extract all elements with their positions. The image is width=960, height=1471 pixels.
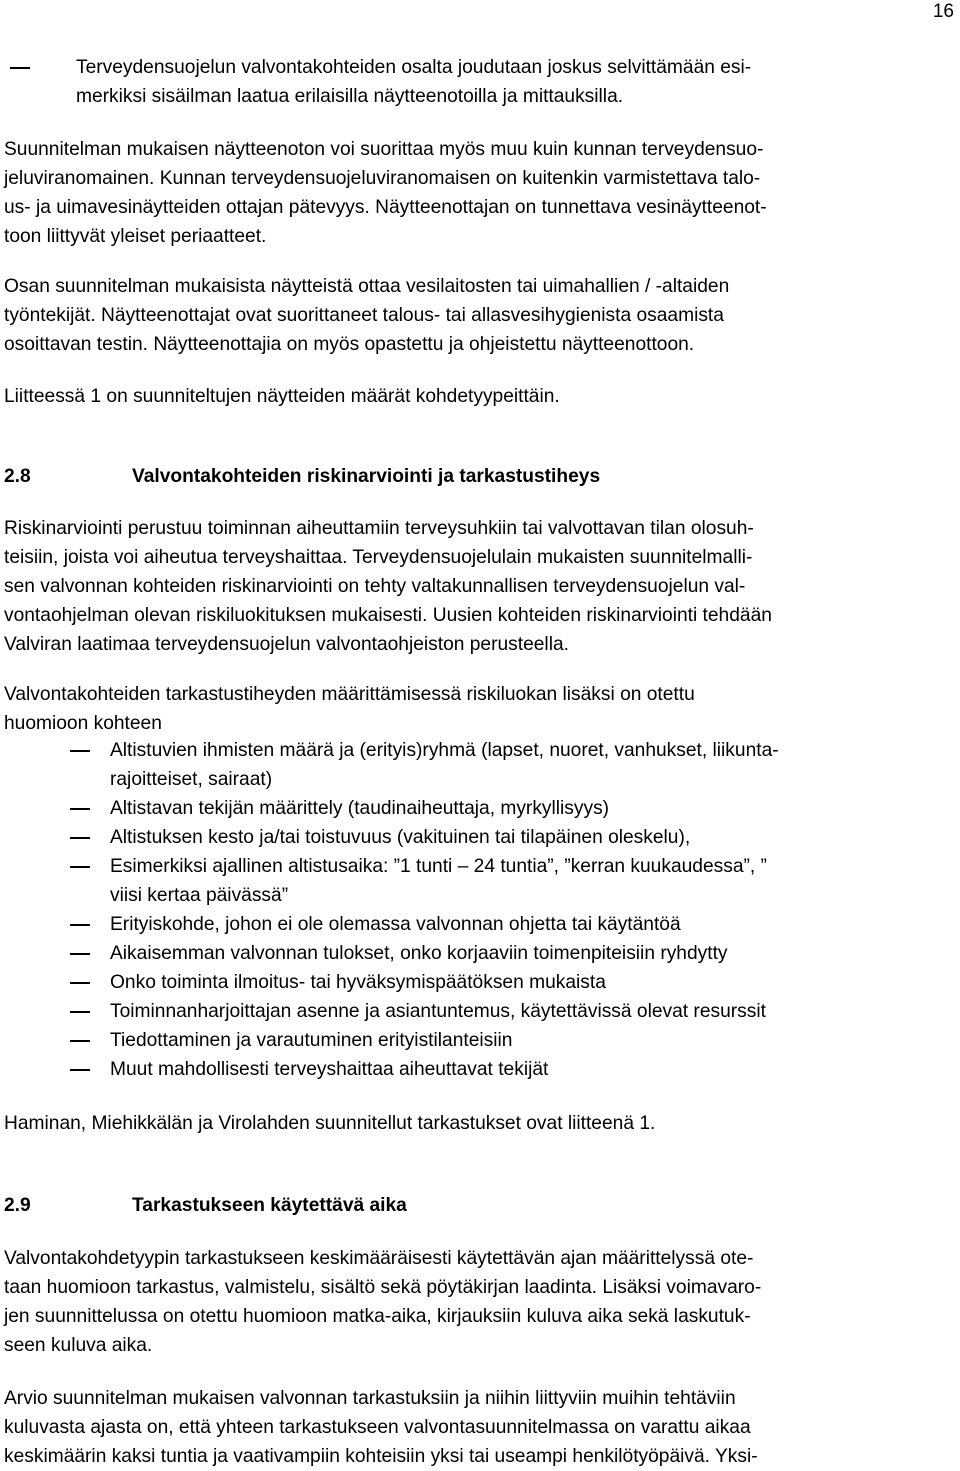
section-title: Valvontakohteiden riskinarviointi ja tarkastustiheys [132,466,601,487]
section-number: 2.8 [4,466,31,487]
list-item-line: Tiedottaminen ja varautuminen erityistilanteisiin [110,1030,513,1051]
list-dash-icon [70,1011,90,1013]
list-dash-icon [70,953,90,955]
intro-line: Terveydensuojelun valvontakohteiden osalta joudutaan joskus selvittämään esi- [76,57,752,78]
paragraph-line: Valvontakohdetyypin tarkastukseen keskimääräisesti käytettävän ajan määrittelyssä ote- [4,1248,754,1269]
list-item-line: Erityiskohde, johon ei ole olemassa valvonnan ohjetta tai käytäntöä [110,914,681,935]
paragraph [4,382,956,411]
list-item-line: Altistavan tekijän määrittely (taudinaiheuttaja, myrkyllisyys) [110,798,610,819]
list-dash-icon [70,982,90,984]
paragraph [4,272,956,359]
list-item-line: Altistuvien ihmisten määrä ja (erityis)ryhmä (lapset, nuoret, vanhukset, liikunta- [110,740,779,761]
section-number: 2.9 [4,1195,31,1216]
list-item-line: Altistuksen kesto ja/tai toistuvuus (vakituinen tai tilapäinen oleskelu), [110,827,691,848]
section-title: Tarkastukseen käytettävä aika [132,1195,407,1216]
paragraph-line: huomioon kohteen [4,713,162,734]
section-heading [4,462,600,491]
section-heading [4,1191,407,1220]
paragraph-line: Haminan, Miehikkälän ja Virolahden suunnitellut tarkastukset ovat liitteenä 1. [4,1113,656,1134]
list-dash-icon [70,924,90,926]
paragraph-line: taan huomioon tarkastus, valmistelu, sisältö sekä pöytäkirjan laadinta. Lisäksi voimavaro- [4,1277,762,1298]
paragraph-line: työntekijät. Näytteenottajat ovat suorittaneet talous- tai allasvesihygienista osaamista [4,305,724,326]
paragraph-line: Valviran laatimaa terveydensuojelun valvontaohjeiston perusteella. [4,634,569,655]
paragraph [4,1109,956,1138]
list-dash-icon [70,1040,90,1042]
paragraph-line: Suunnitelman mukaisen näytteenoton voi suorittaa myös muu kuin kunnan terveydensuo- [4,139,764,160]
paragraph-line: Osan suunnitelman mukaisista näytteistä ottaa vesilaitosten tai uimahallien / -altaiden [4,276,730,297]
list-item-line: Aikaisemman valvonnan tulokset, onko korjaaviin toimenpiteisiin ryhdytty [110,943,728,964]
paragraph [4,1244,956,1360]
paragraph-line: osoittavan testin. Näytteenottajia on myös opastettu ja ohjeistettu näytteenottoon. [4,334,695,355]
paragraph-line: sen valvonnan kohteiden riskinarviointi on tehty valtakunnallisen terveydensuojelun val- [4,576,746,597]
list-item-line: viisi kertaa päivässä” [110,885,289,906]
list-dash-icon [70,1069,90,1071]
list-dash-icon [70,750,90,752]
paragraph-line: kuluvasta ajasta on, että yhteen tarkastukseen valvontasuunnitelmassa on varattu aikaa [4,1417,751,1438]
paragraph [4,1384,956,1471]
intro-line: merkiksi sisäilman laatua erilaisilla näytteenotoilla ja mittauksilla. [76,86,624,107]
paragraph [4,680,956,738]
list-item-line: Esimerkiksi ajallinen altistusaika: ”1 tunti – 24 tuntia”, ”kerran kuukaudessa”, ” [110,856,767,877]
paragraph-line: jen suunnittelussa on otettu huomioon matka-aika, kirjauksiin kuluva aika sekä laskutuk- [4,1306,751,1327]
paragraph-line: seen kuluva aika. [4,1335,153,1356]
list-dash-icon [10,67,30,69]
paragraph-line: jeluviranomainen. Kunnan terveydensuojeluviranomaisen on kuitenkin varmistettava talo- [4,168,761,189]
paragraph [4,514,956,659]
paragraph-line: us- ja uimavesinäytteiden ottajan pätevyys. Näytteenottajan on tunnettava vesinäytteenot- [4,197,767,218]
list-dash-icon [70,808,90,810]
paragraph-line: Valvontakohteiden tarkastustiheyden määrittämisessä riskiluokan lisäksi on otettu [4,684,695,705]
list-dash-icon [70,866,90,868]
paragraph-line: Liitteessä 1 on suunniteltujen näytteiden määrät kohdetyypeittäin. [4,386,560,407]
paragraph-line: teisiin, joista voi aiheutua terveyshaittaa. Terveydensuojelulain mukaisten suunnitelmalli- [4,547,753,568]
list-item-line: Muut mahdollisesti terveyshaittaa aiheuttavat tekijät [110,1059,549,1080]
list-item-line: Onko toiminta ilmoitus- tai hyväksymispäätöksen mukaista [110,972,606,993]
paragraph-line: toon liittyvät yleiset periaatteet. [4,226,267,247]
paragraph-line: Riskinarviointi perustuu toiminnan aiheuttamiin terveysuhkiin tai valvottavan tilan olosuh- [4,518,754,539]
paragraph-line: Arvio suunnitelman mukaisen valvonnan tarkastuksiin ja niihin liittyviin muihin tehtäviin [4,1388,736,1409]
list-dash-icon [70,837,90,839]
paragraph-line: keskimäärin kaksi tuntia ja vaativampiin kohteisiin yksi tai useampi henkilötyöpäivä. Yksi- [4,1446,758,1467]
list-item-line: Toiminnanharjoittajan asenne ja asiantuntemus, käytettävissä olevat resurssit [110,1001,766,1022]
paragraph [4,135,956,251]
list-item-line: rajoitteiset, sairaat) [110,769,273,790]
page-number: 16 [932,1,954,22]
paragraph-line: vontaohjelman olevan riskiluokituksen mukaisesti. Uusien kohteiden riskinarviointi tehdään [4,605,772,626]
